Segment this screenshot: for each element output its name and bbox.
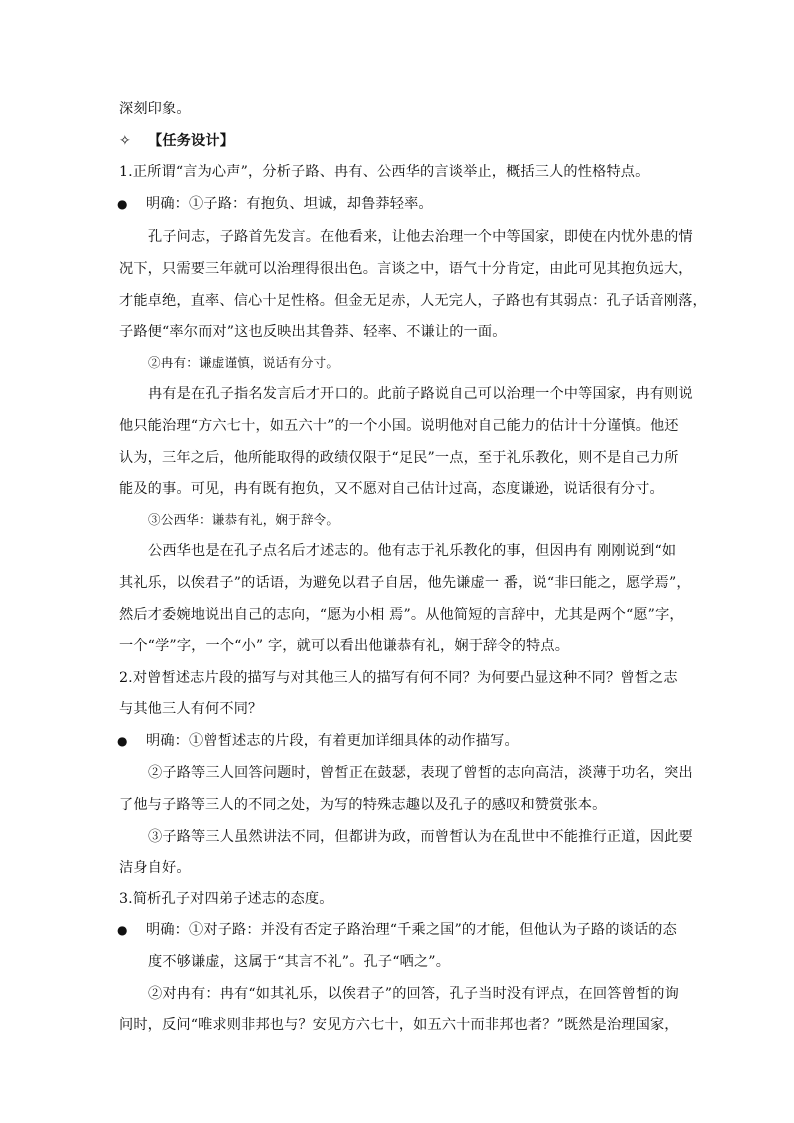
bullet-icon: ● — [117, 923, 128, 937]
text-line: 公西华也是在孔子点名后才述志的。他有志于礼乐教化的事，但因冉有 刚刚说到“如 — [148, 543, 677, 559]
question-3: 3.简析孔子对四弟子述志的态度。 — [119, 891, 334, 907]
text-line: 度不够谦虚，这属于“其言不礼”。孔子“哂之”。 — [148, 954, 451, 970]
answer-line: ②冉有：谦虚谨慎，说话有分寸。 — [148, 355, 340, 370]
text-line: 况下，只需要三年就可以治理得很出色。言谈之中，语气十分肯定，由此可见其抱负远大， — [119, 261, 693, 277]
text-line: 子路便“率尔而对”这也反映出其鲁莽、轻率、不谦让的一面。 — [119, 324, 507, 340]
text-line: 一个“学”字，一个“小” 字，就可以看出他谦恭有礼，娴于辞令的特点。 — [119, 638, 570, 654]
text-line: 他只能治理“方六七十，如五六十”的一个小国。说明他对自己能力的估计十分谨慎。他还 — [119, 418, 679, 434]
text-line: ③子路等三人虽然讲法不同，但都讲为政，而曾皙认为在乱世中不能推行正道，因此要 — [148, 829, 693, 845]
bullet-icon: ● — [117, 734, 128, 748]
text-line: 深刻印象。 — [119, 101, 191, 117]
answer-line: 明确：①对子路：并没有否定子路治理“千乘之国”的才能，但他认为子路的谈话的态 — [146, 922, 677, 938]
question-2: 与其他三人有何不同？ — [119, 701, 263, 717]
task-symbol: ✧ — [119, 133, 132, 149]
answer-line: 明确：①子路：有抱负、坦诚，却鲁莽轻率。 — [146, 196, 433, 212]
section-heading: 【任务设计】 — [148, 133, 235, 149]
bullet-icon: ● — [117, 197, 128, 211]
text-line: 孔子问志，子路首先发言。在他看来，让他去治理一个中等国家，即使在内忧外患的情 — [148, 229, 693, 245]
text-line: 了他与子路等三人的不同之处，为写的特殊志趣以及孔子的感叹和赞赏张本。 — [119, 797, 607, 813]
text-line: 洁身自好。 — [119, 860, 191, 876]
text-line: 冉有是在孔子指名发言后才开口的。此前子路说自己可以治理一个中等国家，冉有则说 — [148, 386, 693, 402]
question-1: 1.正所谓“言为心声”，分析子路、冉有、公西华的言谈举止，概括三人的性格特点。 — [119, 164, 650, 180]
text-line: 认为，三年之后，他所能取得的政绩仅限于“足民”一点，至于礼乐教化，则不是自己力所 — [119, 450, 679, 466]
text-line: 能及的事。可见，冉有既有抱负，又不愿对自己估计过高，态度谦逊，说话很有分寸。 — [119, 481, 664, 497]
text-line: 然后才委婉地说出自己的志向，“愿为小相 焉”。从他简短的言辞中，尤其是两个“愿”字， — [119, 607, 684, 623]
text-line: 问时，反问“唯求则非邦也与？安见方六七十，如五六十而非邦也者？”既然是治理国家， — [119, 1017, 679, 1033]
text-line: ②对冉有：冉有“如其礼乐，以俟君子”的回答，孔子当时没有评点，在回答曾皙的询 — [148, 986, 679, 1002]
question-2: 2.对曾皙述志片段的描写与对其他三人的描写有何不同？为何要凸显这种不同？曾皙之志 — [119, 670, 678, 686]
text-line: 才能卓绝，直率、信心十足性格。但金无足赤，人无完人，子路也有其弱点：孔子话音刚落， — [119, 293, 707, 309]
text-line: 其礼乐，以俟君子”的话语，为避免以君子自居，他先谦虚一 番，说“非曰能之，愿学焉”， — [119, 575, 691, 591]
answer-line: ③公西华：谦恭有礼，娴于辞令。 — [148, 512, 340, 527]
answer-line: 明确：①曾皙述志的片段，有着更加详细具体的动作描写。 — [146, 733, 519, 749]
text-line: ②子路等三人回答问题时，曾皙正在鼓瑟，表现了曾皙的志向高洁，淡薄于功名，突出 — [148, 765, 693, 781]
